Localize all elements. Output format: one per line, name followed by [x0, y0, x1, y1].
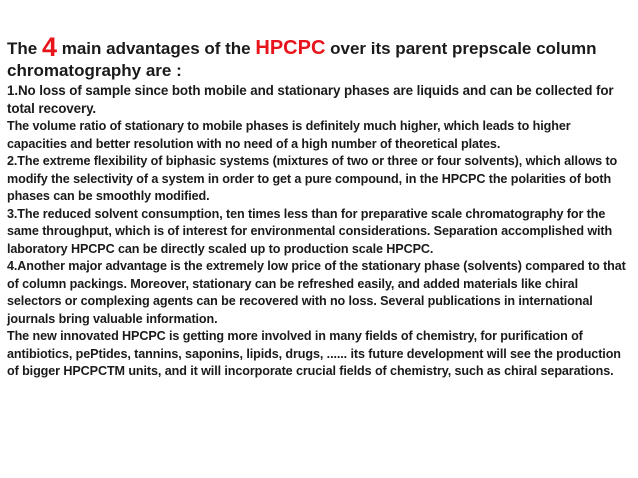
slide-body	[7, 82, 633, 381]
slide-content	[7, 32, 633, 381]
heading-middle: main advantages of the	[56, 39, 256, 58]
advantage-2: 2.The extreme flexibility of biphasic systems (mixtures of two or three or four solvents), which allows to modify the selectivity of a system in order to get a pure compound, in the HPCPC the polarities of both phases can be smoothly modified.	[7, 154, 618, 203]
advantage-3: 3.The reduced solvent consumption, ten times less than for preparative scale chromatography for the same throughput, which is of interest for environmental considerations. Separation accomplished with laboratory HPCPC can be directly scaled up to production scale HPCPC.	[7, 206, 613, 256]
heading-prefix: The	[7, 39, 42, 58]
advantage-1-detail: The volume ratio of stationary to mobile phases is definitely much higher, which leads to higher capacities and better resolution with no need of a high number of theoretical plates.	[7, 119, 571, 151]
advantage-4: 4.Another major advantage is the extremely low price of the stationary phase (solvents) compared to that of column packings. Moreover, stationary can be refreshed easily, and added materials like chiral selectors or complexing agents can be recovered with no loss. Several publications in international journals bring valuable information.	[7, 259, 626, 326]
heading-number: 4	[41, 32, 57, 62]
heading-highlight: HPCPC	[255, 37, 326, 59]
slide-heading	[7, 32, 633, 82]
heading-suffix: over its parent prepscale column chromatography are :	[7, 39, 597, 80]
advantage-1: 1.No loss of sample since both mobile and stationary phases are liquids and can be collected for total recovery.	[7, 83, 614, 116]
closing-paragraph: The new innovated HPCPC is getting more involved in many fields of chemistry, for purification of antibiotics, pePtides, tannins, saponins, lipids, drugs, ...... its future development will see the production of bigger HPCPCTM units, and it will incorporate crucial fields of chemistry, such as chiral separations.	[7, 329, 621, 378]
